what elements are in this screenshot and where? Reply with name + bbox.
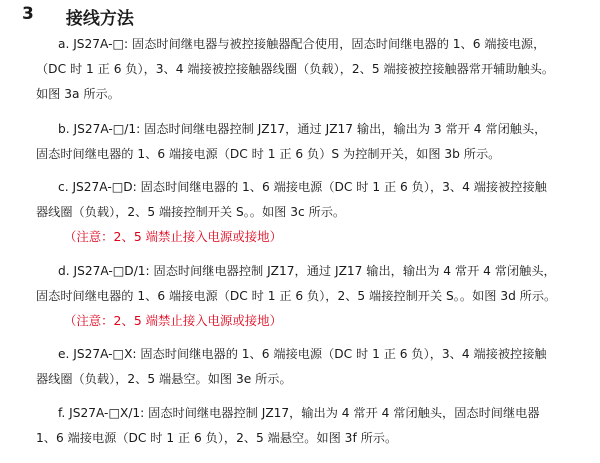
section-title: 接线方法	[65, 9, 134, 29]
para-e-line-2: 器线圈（负载），2、5 端悬空。如图 3e 所示。	[36, 372, 292, 386]
para-d-warning-note: （注意：2、5 端禁止接入电源或接地）	[64, 313, 282, 328]
para-d-line-2: 固态时间继电器的 1、6 端接电源（DC 时 1 正 6 负），2、5 端接控制开关 S。。如图 3d 所示。	[36, 289, 557, 303]
para-b-line-2: 固态时间继电器的 1、6 端接电源（DC 时 1 正 6 负）S 为控制开关，如图 3b 所示。	[36, 147, 501, 161]
para-a-line-3: 如图 3a 所示。	[36, 87, 120, 101]
para-c-line-2: 器线圈（负载），2、5 端接控制开关 S。。如图 3c 所示。	[36, 205, 346, 219]
section-number: 3	[22, 4, 34, 24]
para-a-line-2: （DC 时 1 正 6 负），3、4 端接被控接触器线圈（负载），2、5 端接被控接触器常开辅助触头。	[36, 62, 555, 76]
para-f-line-1: f. JS27A-□X/1: 固态时间继电器控制 JZ17，输出为 4 常开 4 常闭触头，固态时间继电器	[58, 406, 540, 420]
para-b-line-1: b. JS27A-□/1: 固态时间继电器控制 JZ17，通过 JZ17 输出，输出为 3 常开 4 常闭触头，	[58, 122, 547, 136]
para-c-warning-note: （注意：2、5 端禁止接入电源或接地）	[64, 229, 282, 244]
para-f-line-2: 1、6 端接电源（DC 时 1 正 6 负），2、5 端悬空。如图 3f 所示。	[36, 431, 398, 445]
para-c-line-1: c. JS27A-□D: 固态时间继电器的 1、6 端接电源（DC 时 1 正 6 负），3、4 端接被控接触	[58, 180, 547, 194]
para-e-line-1: e. JS27A-□X: 固态时间继电器的 1、6 端接电源（DC 时 1 正 6 负），3、4 端接被控接触	[58, 347, 547, 361]
para-d-line-1: d. JS27A-□D/1: 固态时间继电器控制 JZ17，通过 JZ17 输出，输出为 4 常开 4 常闭触头，	[58, 264, 556, 278]
para-a-line-1: a. JS27A-□: 固态时间继电器与被控接触器配合使用，固态时间继电器的 1、6 端接电源，	[58, 37, 546, 51]
section-heading	[22, 4, 134, 29]
